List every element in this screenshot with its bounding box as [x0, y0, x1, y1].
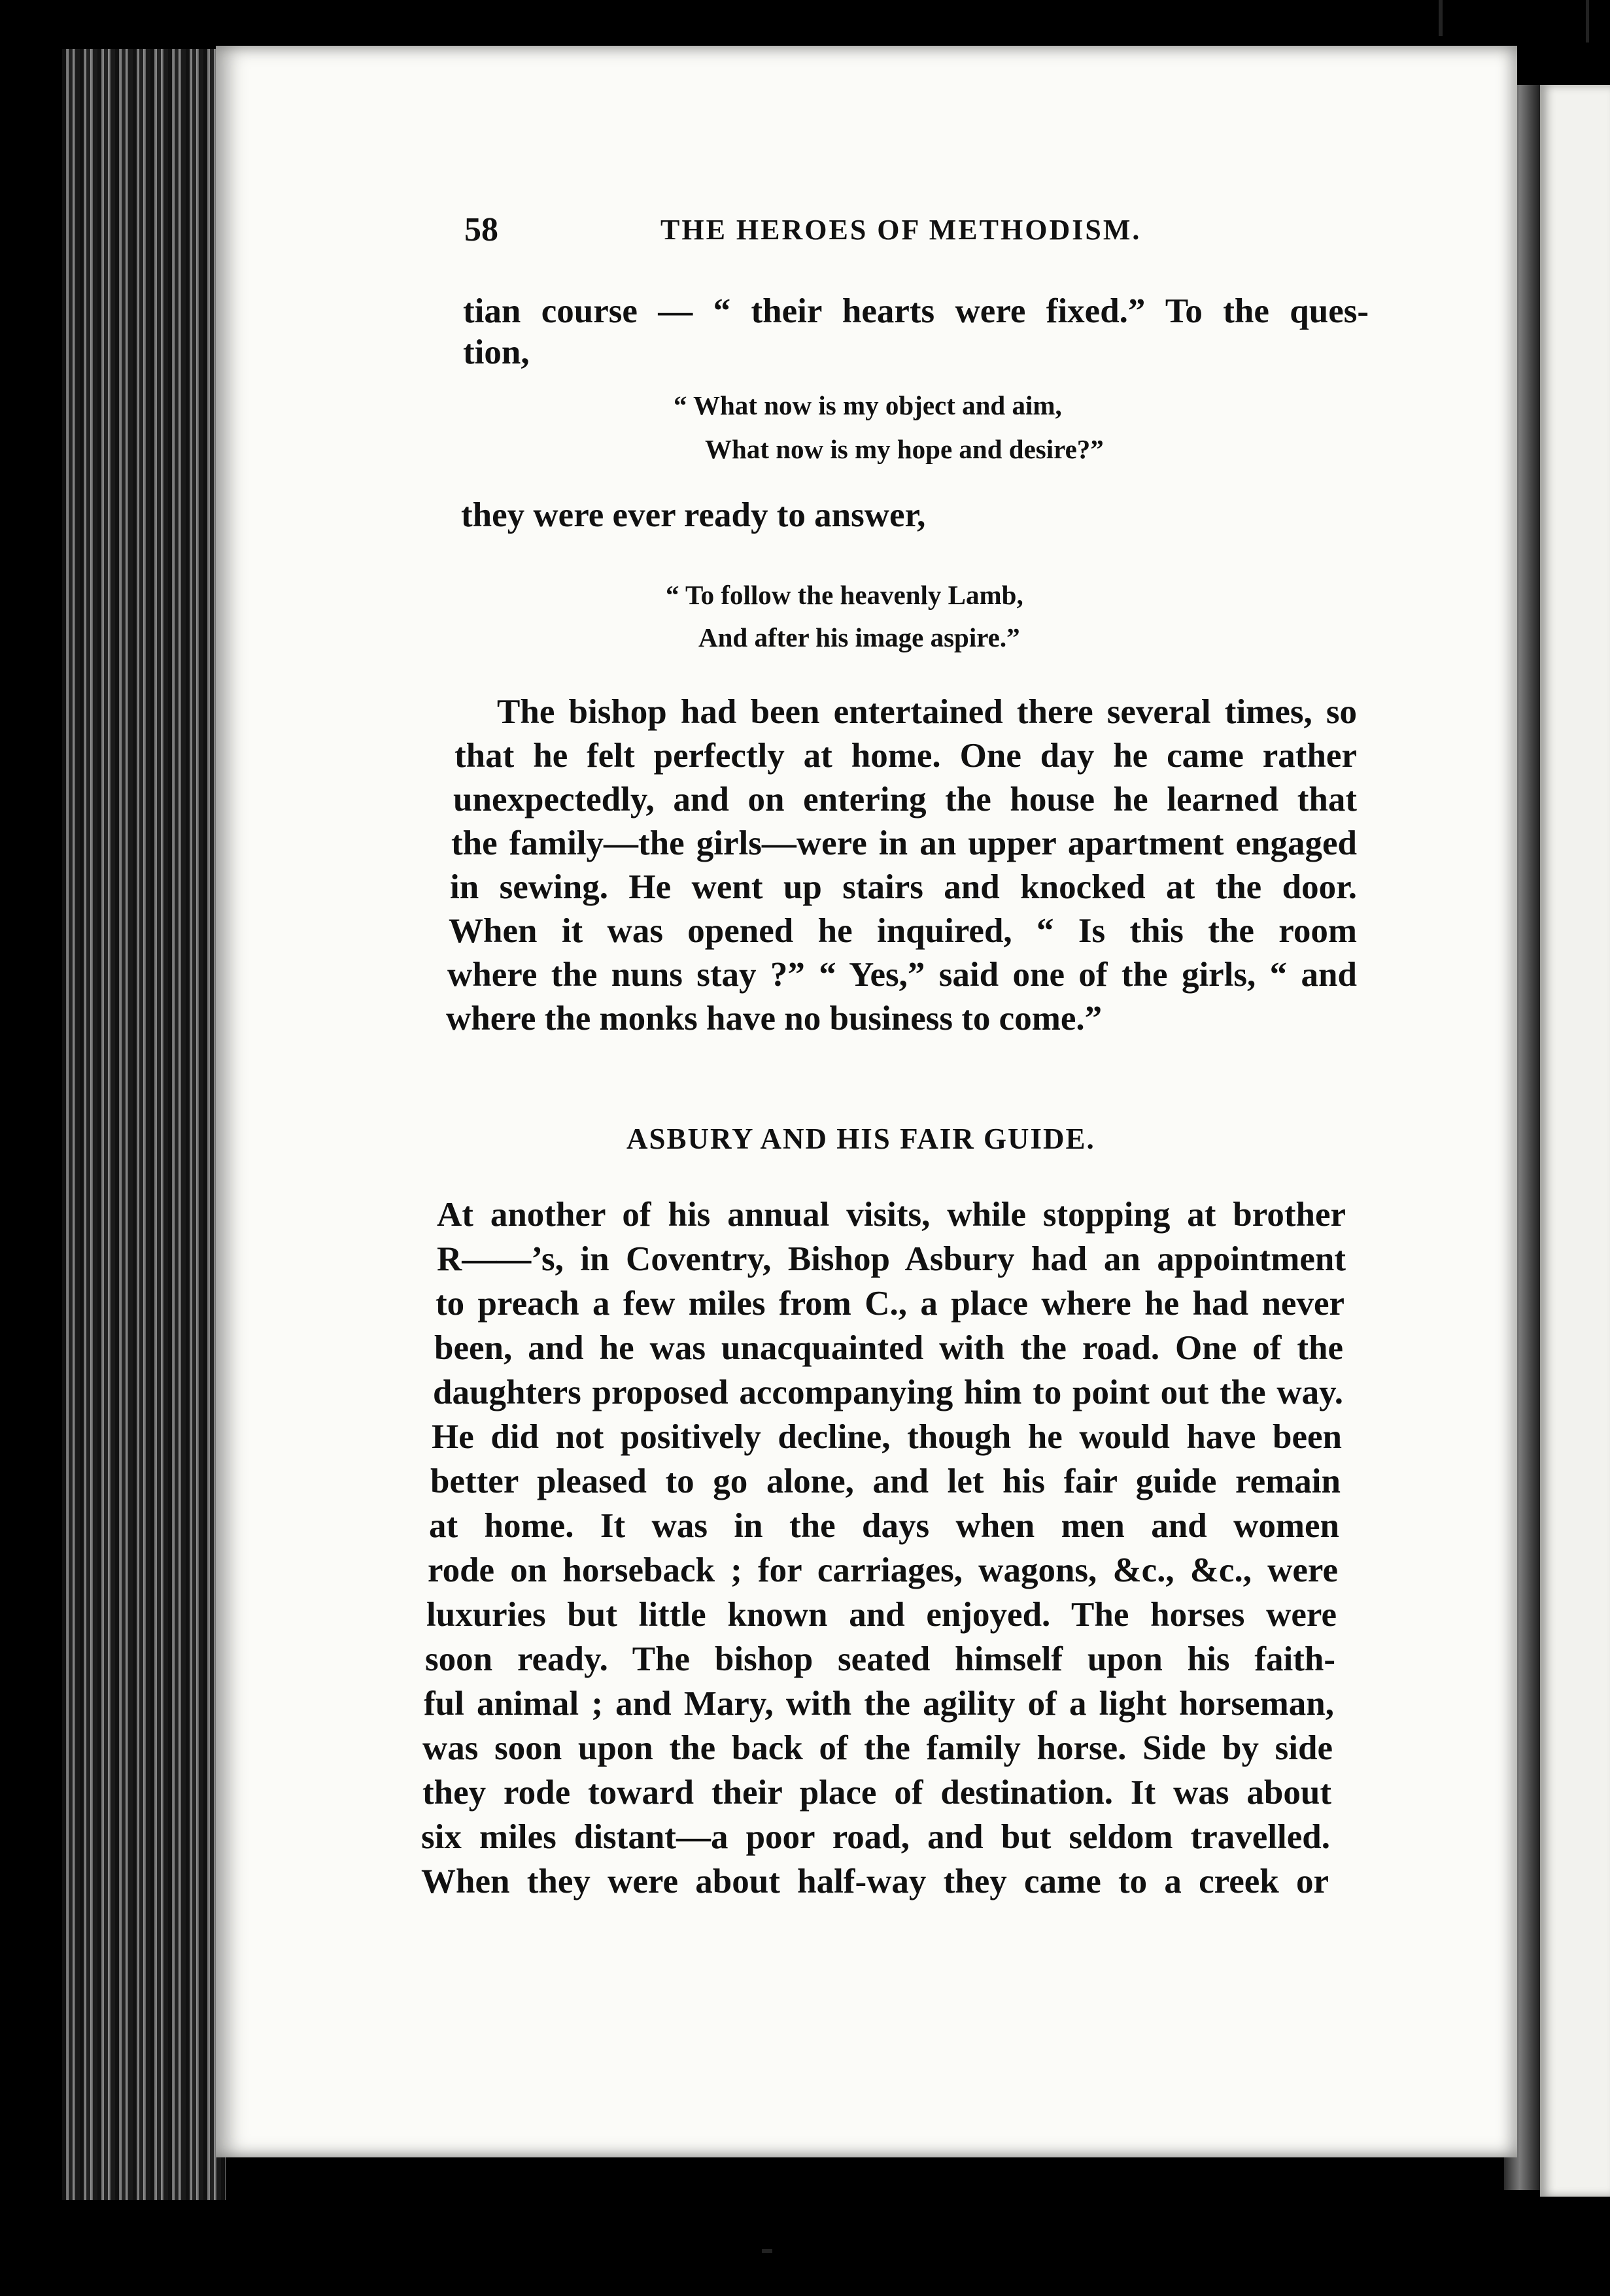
- paragraph-line: At another of his annual visits, while stopping at brother: [437, 1196, 1346, 1234]
- page-header: [464, 211, 1249, 256]
- paragraph-line: The bishop had been entertained there several times, so: [497, 693, 1357, 731]
- paragraph-line: they rode toward their place of destination. It was about: [422, 1774, 1331, 1812]
- bridge-line: they were ever ready to answer,: [461, 496, 926, 534]
- paragraph-line: at home. It was in the days when men and women: [429, 1507, 1339, 1545]
- paragraph-line: in sewing. He went up stairs and knocked at the door.: [450, 868, 1357, 906]
- paragraph-line: R——’s, in Coventry, Bishop Asbury had an appointment: [437, 1240, 1346, 1278]
- scan-speck: [1439, 0, 1443, 36]
- paragraph-line: He did not positively decline, though he would have been: [432, 1418, 1342, 1456]
- paragraph-line: been, and he was unacquainted with the road. One of the: [434, 1329, 1343, 1367]
- intro-line: tian course — “ their hearts were fixed.” To the ques-: [463, 292, 1369, 330]
- verse-line: “ To follow the heavenly Lamb,: [666, 580, 1023, 610]
- paragraph-line: rode on horseback ; for carriages, wagons, &c., &c., were: [428, 1551, 1338, 1589]
- paragraph-line: was soon upon the back of the family horse. Side by side: [422, 1729, 1333, 1767]
- paragraph-line: ful animal ; and Mary, with the agility of a light horseman,: [424, 1685, 1334, 1723]
- paragraph-line: unexpectedly, and on entering the house he learned that: [453, 781, 1357, 819]
- paragraph-line: six miles distant—a poor road, and but seldom travelled.: [421, 1818, 1330, 1856]
- paragraph-line: soon ready. The bishop seated himself upon his faith-: [425, 1640, 1335, 1678]
- left-page-edges: [62, 49, 226, 2200]
- paragraph-line: where the monks have no business to come.”: [446, 1000, 1103, 1038]
- paragraph-line: to preach a few miles from C., a place where he had never: [436, 1285, 1345, 1323]
- verse-line: What now is my hope and desire?”: [705, 434, 1104, 464]
- paragraph-line: When they were about half-way they came to a creek or: [421, 1863, 1329, 1900]
- page-number: 58: [464, 211, 498, 248]
- paragraph-line: the family—the girls—were in an upper apartment engaged: [451, 824, 1357, 862]
- running-title: THE HEROES OF METHODISM.: [660, 214, 1142, 246]
- intro-line: tion,: [463, 333, 530, 371]
- scan-speck: [762, 2249, 772, 2253]
- verse-line: “ What now is my object and aim,: [674, 390, 1062, 420]
- paragraph-line: When it was opened he inquired, “ Is this the room: [449, 912, 1357, 950]
- scan-speck: [1586, 0, 1589, 42]
- section-title: ASBURY AND HIS FAIR GUIDE.: [626, 1123, 1095, 1155]
- paragraph-line: where the nuns stay ?” “ Yes,” said one of the girls, “ and: [447, 956, 1357, 994]
- paragraph-line: that he felt perfectly at home. One day he came rather: [454, 737, 1357, 775]
- facing-page-sliver: [1540, 85, 1610, 2197]
- verse-line: And after his image aspire.”: [698, 622, 1020, 652]
- paragraph-line: luxuries but little known and enjoyed. The horses were: [426, 1596, 1337, 1634]
- paragraph-line: better pleased to go alone, and let his fair guide remain: [430, 1462, 1341, 1500]
- paragraph-line: daughters proposed accompanying him to point out the way.: [433, 1374, 1343, 1411]
